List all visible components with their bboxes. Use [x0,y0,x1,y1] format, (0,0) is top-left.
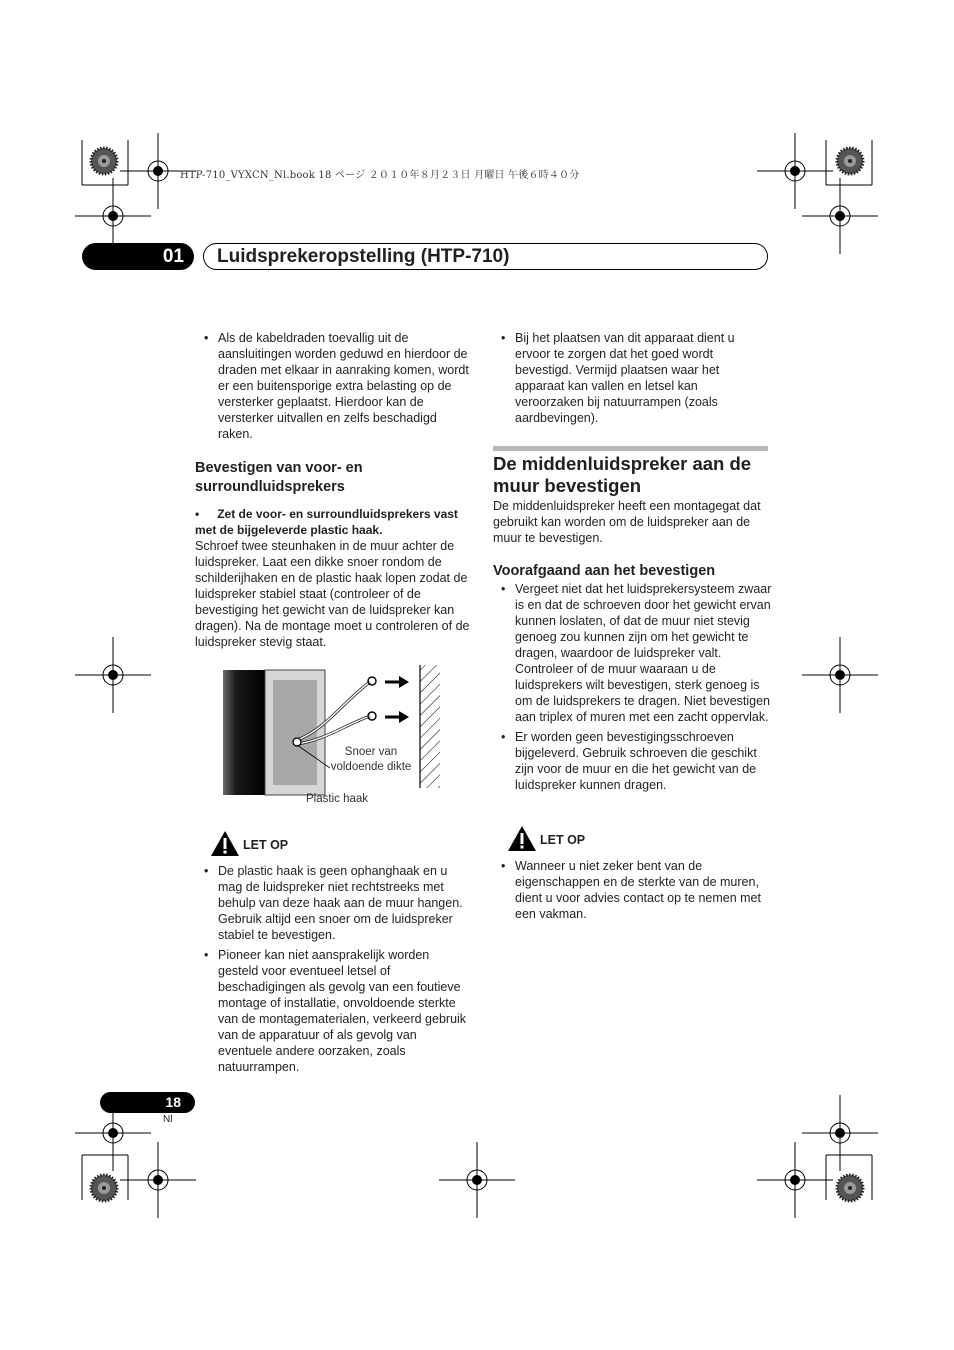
bold-instruction [195,506,470,538]
precautions-list [492,581,772,797]
label-cord: Snoer van voldoende dikte [330,746,412,773]
chapter-title: Luidsprekeropstelling (HTP-710) [203,243,768,270]
precaution-item: • Er worden geen bevestigingsschroeven bijgeleverd. Gebruik schroeven die geschikt zijn voor de muur en die het gewicht van de luidspreker kunnen dragen. [492,729,772,793]
caution-label: LET OP [540,833,586,847]
page-language: Nl [163,1114,173,1125]
caution-list-left [195,863,470,1079]
print-header: HTP-710_VYXCN_Nl.book 18 ページ ２０１０年８月２３日 月曜日 午後６時４０分 [180,170,580,181]
bold-instruction-text: Zet de voor- en surroundluidsprekers vast met de bijgeleverde plastic haak. [195,507,458,537]
precaution-item: • Vergeet niet dat het luidsprekersysteem zwaar is en dat de schroeven door het gewicht ervan kunnen loslaten, of dat de muur niet stevig genoeg zou kunnen zijn om het gewicht te dragen, waardoor de luidspreker valt. Controleer of de muur waaraan u de luidsprekers wilt bevestigen, sterk genoeg is om de luidsprekers te dragen. Niet bevestigen aan triplex of muren met een zacht oppervlak. [492,581,772,725]
speaker-mounting-diagram [215,660,455,805]
section-heading-front-surround: Bevestigen van voor- en surroundluidsprekers [195,460,363,495]
page-number: 18 [100,1092,195,1113]
arrows [385,676,409,723]
plastic-hook [293,738,301,746]
label-plastic-hook: Plastic haak [306,793,369,805]
section-heading-center-speaker: De middenluidspreker aan de muur bevestigen [493,453,752,496]
section-rule [493,446,768,451]
caution-label: LET OP [243,838,289,852]
install-instructions [195,506,470,650]
caution-item: • Wanneer u niet zeker bent van de eigenschappen en de sterkte van de muren, dient u voor advies contact op te nemen met een vakman. [492,858,767,922]
warning-icon [210,830,240,857]
center-paragraph: De middenluidspreker heeft een montagegat dat gebruikt kan worden om de luidspreker aan de muur te bevestigen. [493,499,761,545]
bullet-glyph: • [195,507,200,521]
chapter-number: 01 [82,243,194,270]
subheading-before-mounting: Voorafgaand aan het bevestigen [493,563,716,579]
intro-bullet: • Als de kabeldraden toevallig uit de aansluitingen worden geduwd en hierdoor de draden met elkaar in aanraking komen, wordt er een buitensporige extra belasting op de versterker geplaatst. Hierdoor kan de versterker uitvallen en zelfs beschadigd raken. [195,330,470,442]
left-column [195,330,470,446]
warning-icon [507,825,537,852]
caution-item: • De plastic haak is geen ophanghaak en u mag de luidspreker niet rechtstreeks met behulp van deze haak aan de muur hangen. Gebruik altijd een snoer om de luidspreker stabiel te bevestigen. [195,863,470,943]
intro-bullet: • Bij het plaatsen van dit apparaat dient u ervoor te zorgen dat het goed wordt bevestigd. Vermijd plaatsen waar het apparaat kan vallen en letsel kan veroorzaken bij natuurrampen (zoals aardbevingen). [492,330,767,426]
right-column [492,330,767,430]
caution-item: • Pioneer kan niet aansprakelijk worden gesteld voor eventueel letsel of beschadigingen als gevolg van een foutieve montage of installatie, onvoldoende sterkte van de montagematerialen, verkeerd gebruik van de apparatuur of als gevolg van eventuele andere oorzaken, zoals natuurrampen. [195,947,470,1075]
instruction-paragraph: Schroef twee steunhaken in de muur achter de luidspreker. Laat een dikke snoer rondom de schilderijhaken en de plastic haak lopen zodat de luidspreker stabiel staat (controleer of de bevestiging het gewicht van de luidspreker kan dragen). Na de montage moet u controleren of de luidspreker stevig staat. [195,539,470,649]
wall [420,665,440,788]
caution-list-right [492,858,767,926]
